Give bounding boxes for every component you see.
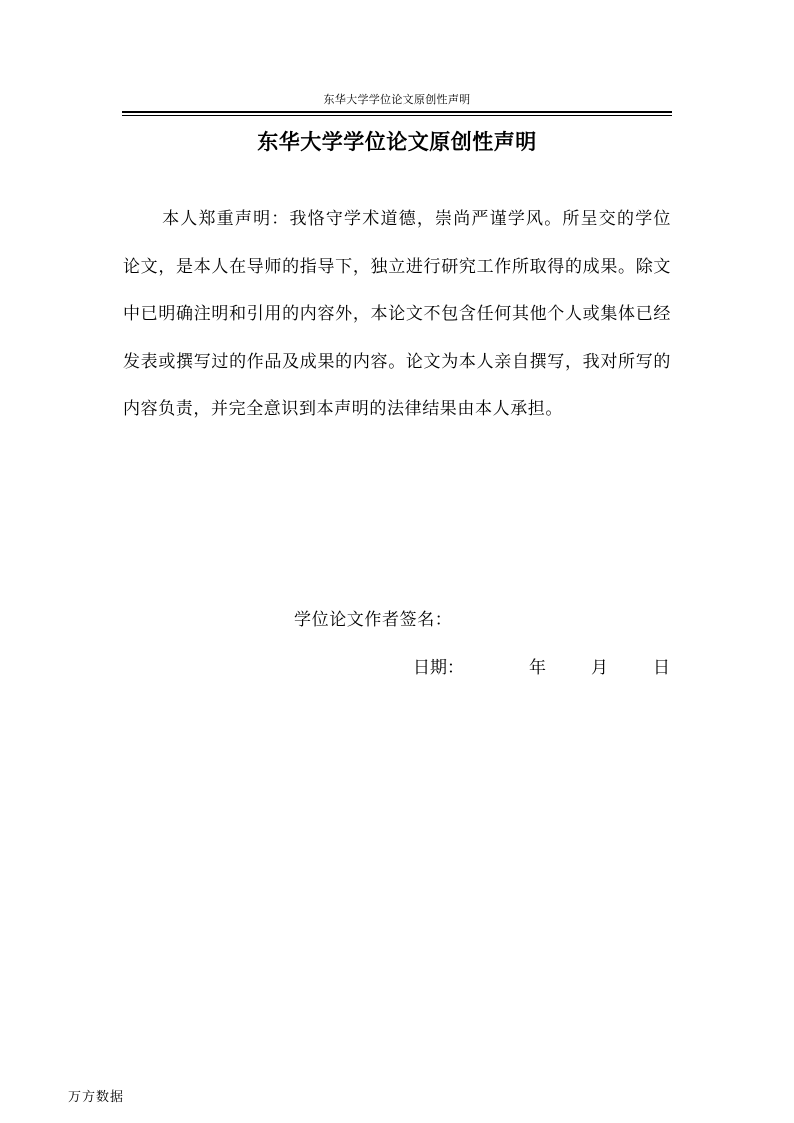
year-label: 年 xyxy=(529,658,546,678)
header-rule-thick xyxy=(122,111,672,113)
declaration-paragraph: 本人郑重声明：我恪守学术道德，崇尚严谨学风。所呈交的学位论文，是本人在导师的指导下，独立进行研究工作所取得的成果。除文中已明确注明和引用的内容外，本论文不包含任何其他个人或集体已经发表或撰写过的作品及成果的内容。论文为本人亲自撰写，我对所写的内容负责，并完全意识到本声明的法律结果由本人承担。 xyxy=(123,209,671,419)
day-label: 日 xyxy=(653,658,670,678)
date-label: 日期： xyxy=(413,658,464,678)
author-signature-label: 学位论文作者签名： xyxy=(294,610,453,630)
header-rule-thin xyxy=(122,115,672,116)
document-title: 东华大学学位论文原创性声明 xyxy=(257,130,537,154)
date-line xyxy=(413,656,670,680)
running-header: 东华大学学位论文原创性声明 xyxy=(323,93,471,106)
source-watermark: 万方数据 xyxy=(68,1090,125,1105)
month-label: 月 xyxy=(591,658,608,678)
